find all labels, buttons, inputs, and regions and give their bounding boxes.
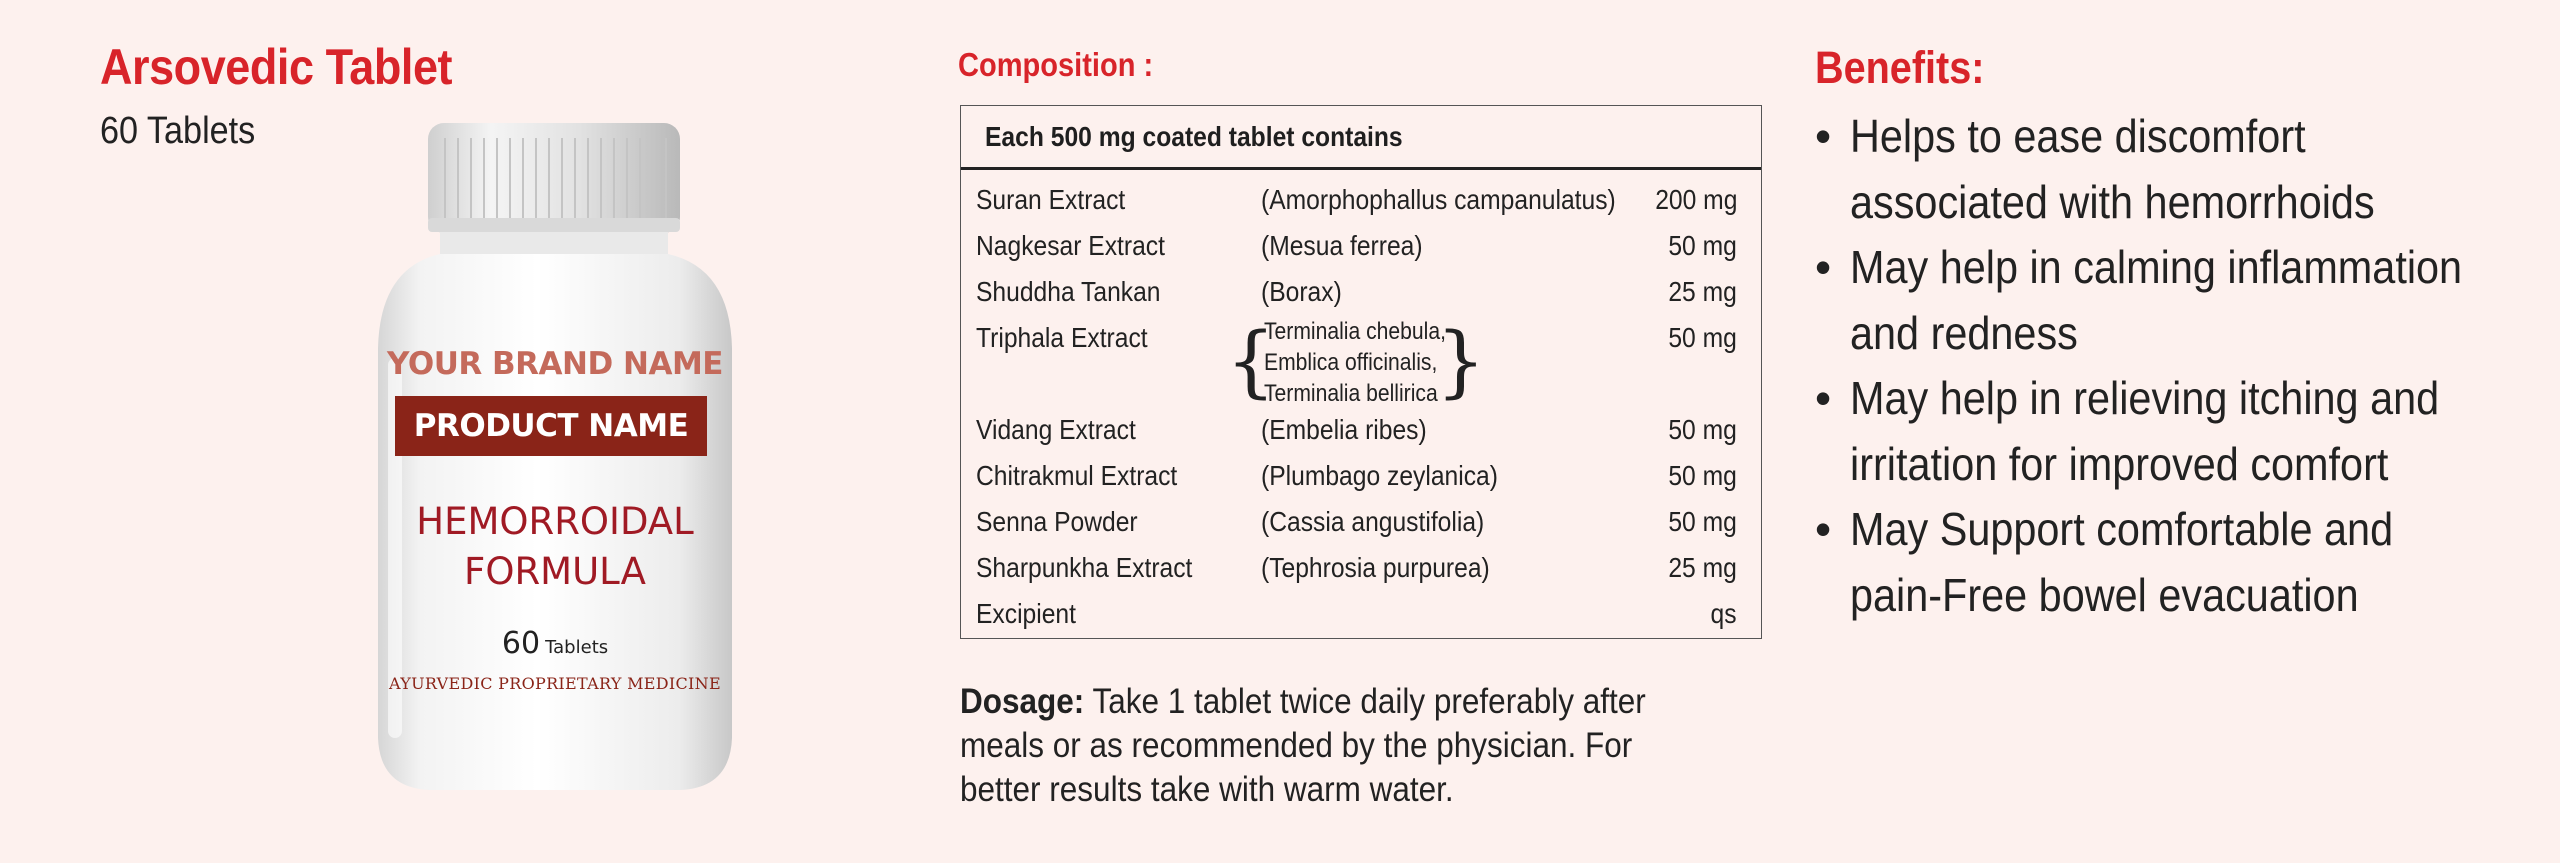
benefit-text: May help in relieving itching and irritation for improved comfort (1850, 372, 2440, 490)
ingredient-quantity: 50 mg (1668, 322, 1737, 353)
ingredient-name: Chitrakmul Extract (976, 460, 1178, 491)
ingredient-name: Nagkesar Extract (976, 230, 1165, 261)
botanical-line: Emblica officinalis, (1264, 349, 1438, 376)
product-title: Arsovedic Tablet (100, 39, 453, 95)
composition-header (961, 106, 1761, 170)
ingredient-name: Sharpunkha Extract (976, 552, 1193, 583)
botanical-line: Terminalia bellirica (1264, 380, 1438, 407)
ingredient-quantity: 50 mg (1668, 230, 1737, 261)
product-bottle-image (370, 118, 740, 798)
product-count: 60 Tablets (100, 110, 256, 152)
composition-header-text: Each 500 mg coated tablet contains (985, 120, 1403, 152)
ingredient-botanical: (Plumbago zeylanica) (1261, 460, 1498, 491)
bottle-tablet-count (370, 626, 740, 661)
bottle-category: AYURVEDIC PROPRIETARY MEDICINE (389, 674, 721, 693)
bottle-formula-line-2: FORMULA (464, 550, 646, 593)
bottle-graphic (370, 118, 740, 798)
composition-title: Composition : (958, 46, 1154, 83)
list-item (1815, 235, 2555, 366)
benefit-text: May help in calming inflammation and redness (1850, 241, 2463, 359)
benefit-text: May Support comfortable and pain-Free bowel evacuation (1850, 503, 2394, 621)
ingredient-botanical: (Amorphophallus campanulatus) (1261, 184, 1616, 215)
ingredient-quantity: 50 mg (1668, 506, 1737, 537)
ingredient-name: Shuddha Tankan (976, 276, 1161, 307)
ingredient-botanical: (Cassia angustifolia) (1261, 506, 1485, 537)
bullet-icon: • (1815, 241, 1832, 293)
list-item (1815, 497, 2555, 628)
ingredient-botanical: (Embelia ribes) (1261, 414, 1427, 445)
left-brace-glyph: { (1226, 317, 1276, 407)
bottle-tablet-number: 60 (501, 626, 541, 661)
bottle-brand-name: YOUR BRAND NAME (387, 346, 723, 382)
ingredient-quantity: 50 mg (1668, 460, 1737, 491)
ingredient-quantity: 25 mg (1668, 552, 1737, 583)
composition-table (960, 105, 1762, 639)
ingredient-quantity: qs (1710, 598, 1737, 629)
ingredient-name: Suran Extract (976, 184, 1126, 215)
bottle-formula-line-1: HEMORROIDAL (416, 500, 694, 543)
ingredient-quantity: 50 mg (1668, 414, 1737, 445)
dosage-text: Take 1 tablet twice daily preferably after meals or as recommended by the physician. For better results take with warm water. (960, 682, 1646, 809)
bullet-icon: • (1815, 503, 1832, 555)
bullet-icon: • (1815, 372, 1832, 424)
botanical-brace-group (1226, 317, 1516, 418)
dosage-label: Dosage: (960, 682, 1085, 721)
botanical-line: Terminalia chebula, (1264, 318, 1446, 345)
ingredient-botanical: (Borax) (1261, 276, 1342, 307)
bottle-product-name: PRODUCT NAME (395, 396, 707, 456)
benefits-title: Benefits: (1815, 42, 1985, 93)
ingredient-botanical: (Tephrosia purpurea) (1261, 552, 1490, 583)
ingredient-name: Senna Powder (976, 506, 1138, 537)
ingredient-name: Triphala Extract (976, 322, 1148, 353)
list-item (1815, 366, 2555, 497)
ingredient-botanical: (Mesua ferrea) (1261, 230, 1423, 261)
ingredient-name: Vidang Extract (976, 414, 1136, 445)
benefit-text: Helps to ease discomfort associated with hemorrhoids (1850, 110, 2375, 228)
list-item (1815, 104, 2555, 235)
ingredient-quantity: 200 mg (1654, 184, 1737, 215)
bullet-icon: • (1815, 110, 1832, 162)
benefits-list (1815, 104, 2555, 628)
right-brace-glyph: } (1436, 317, 1486, 407)
bottle-tablet-word: Tablets (545, 637, 609, 658)
ingredient-quantity: 25 mg (1668, 276, 1737, 307)
ingredient-name: Excipient (976, 598, 1076, 629)
dosage-paragraph (960, 680, 1716, 812)
